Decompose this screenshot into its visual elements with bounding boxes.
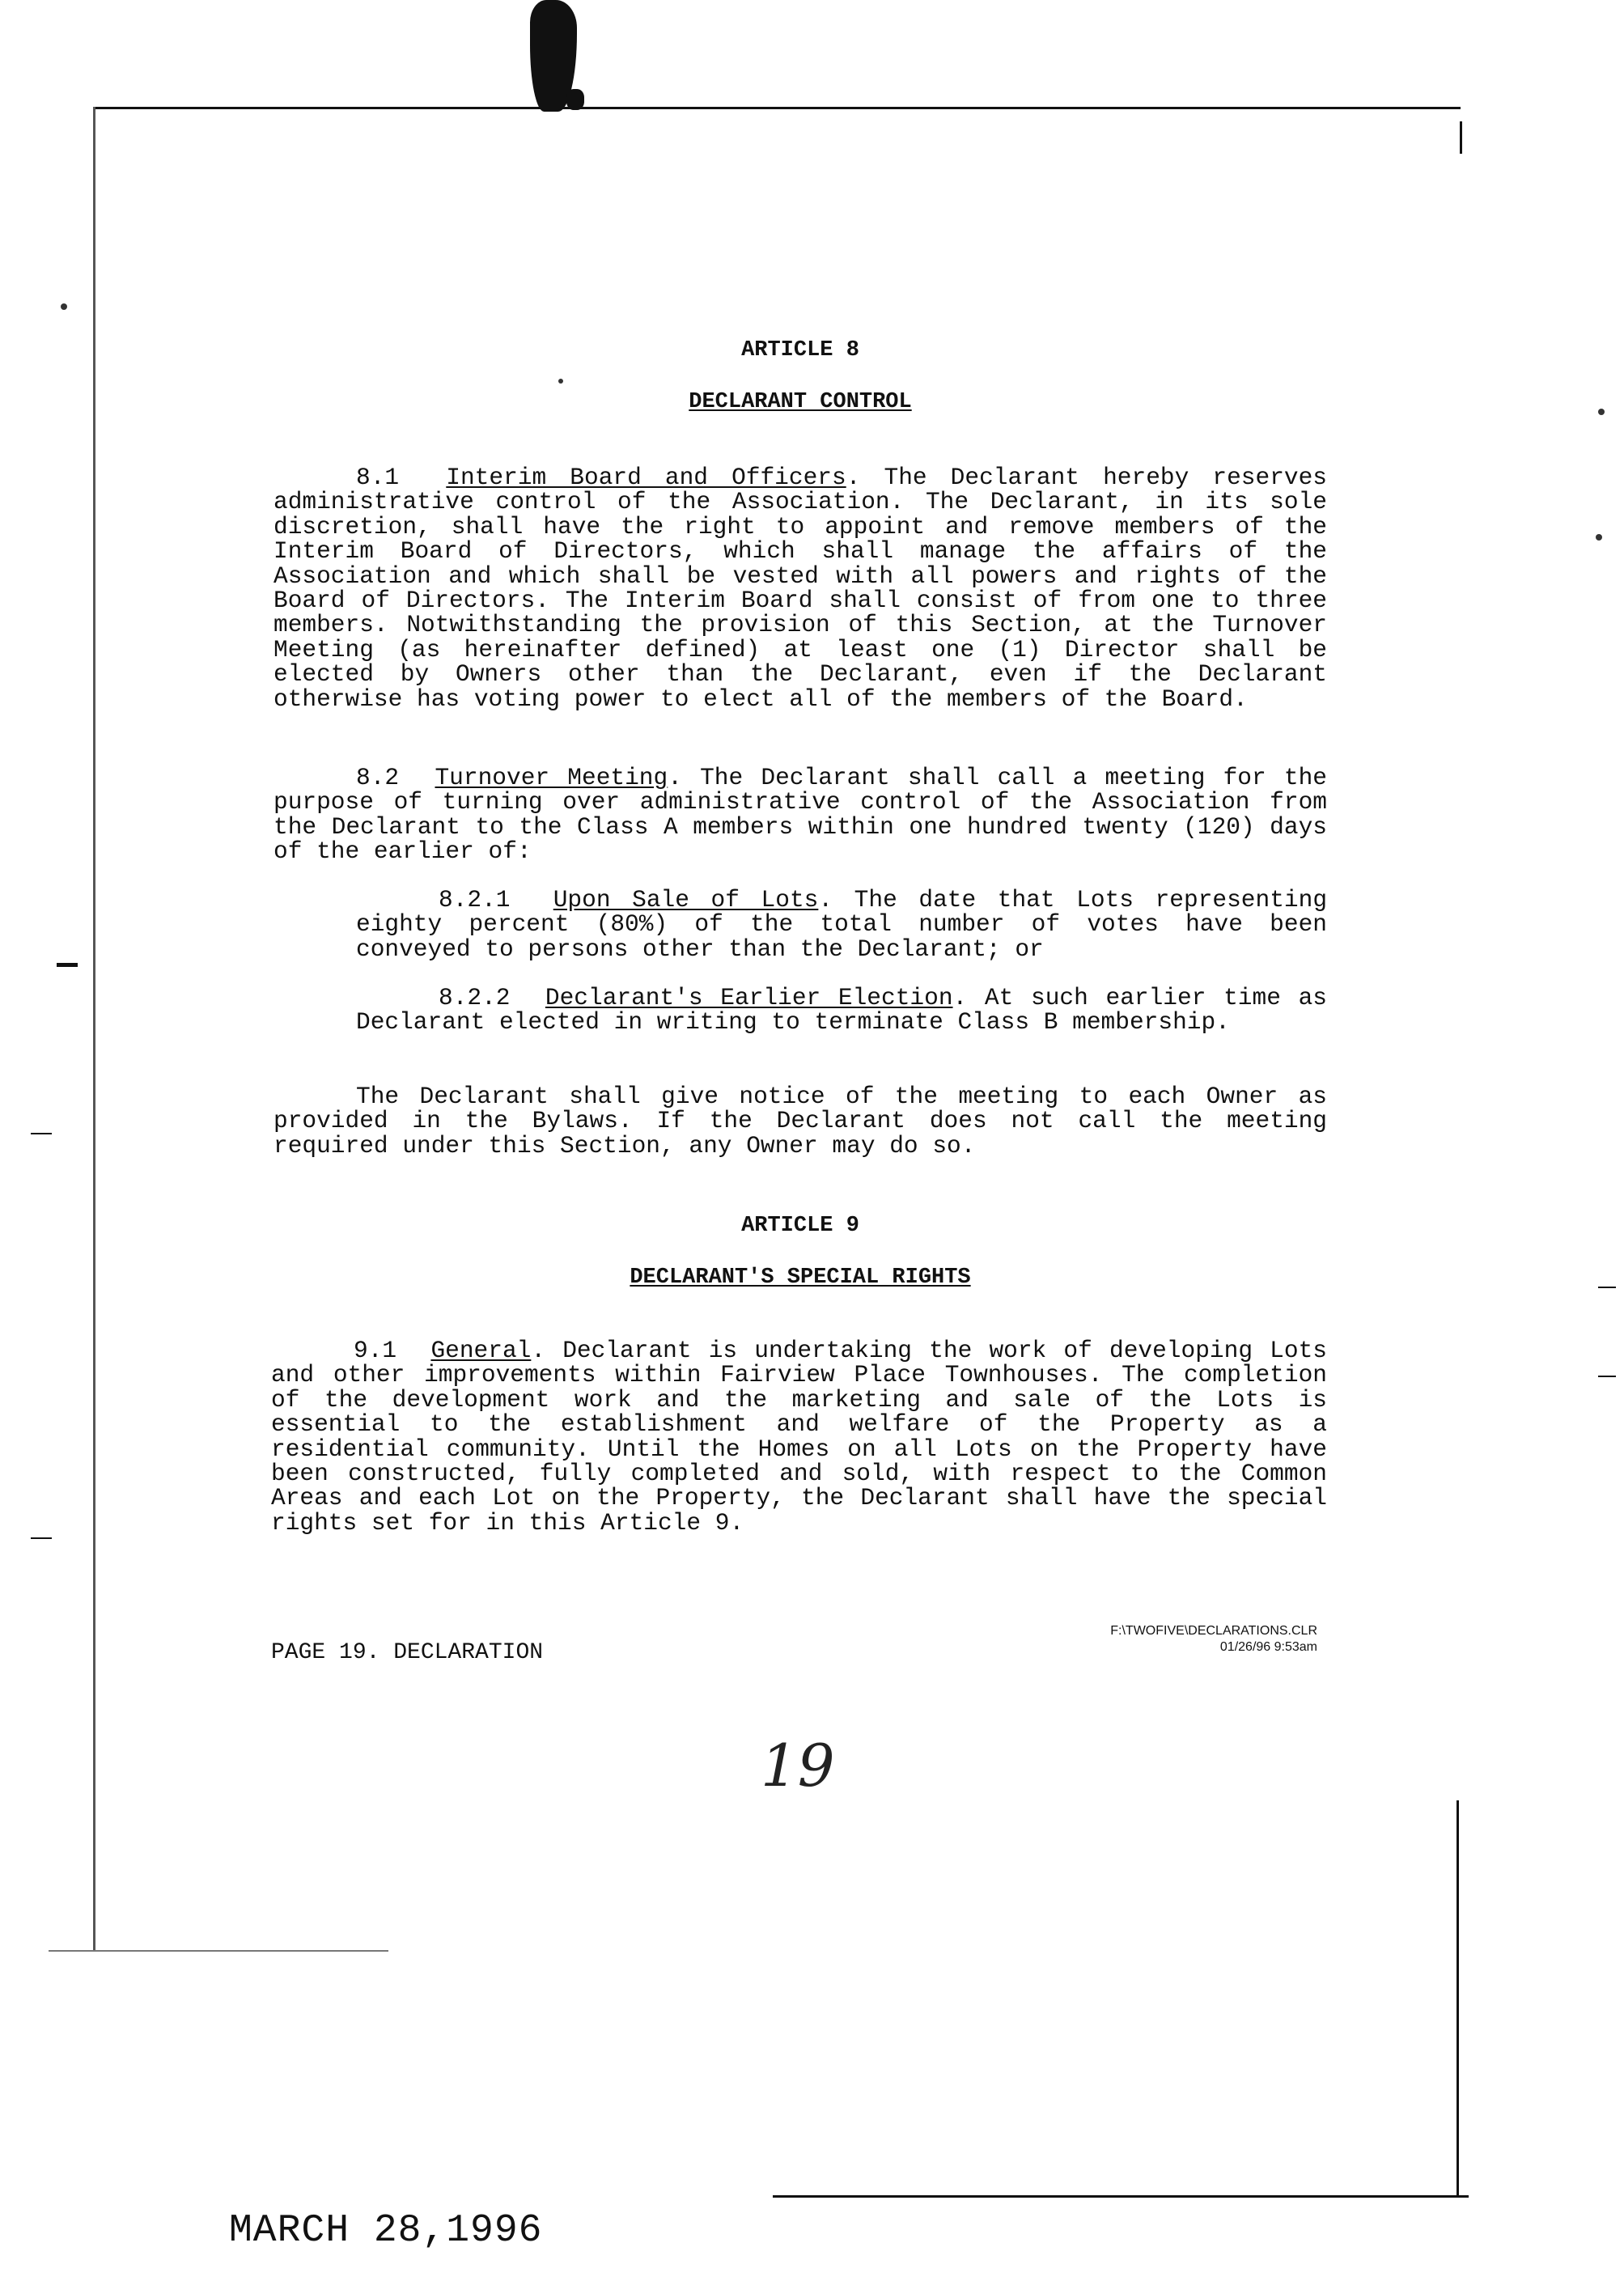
section-heading: Turnover Meeting <box>435 764 668 791</box>
left-edge-mark <box>31 1133 52 1134</box>
section-9-1: 9.1 General. Declarant is undertaking the work of developing Lots and other improvements within Fairview Place Townhouses. The completion of the development work and the marketing and sale of the Lots is essential to the establishment and welfare of the Property as a residential community. Until the Homes on all Lots on the Property have been constructed, fully completed and sold, with respect to the Common Areas and each Lot on the Property, the Declarant shall have the special rights set for in this Article 9. <box>271 1337 1327 1537</box>
scan-speck <box>61 303 67 310</box>
article-9-title: ARTICLE 9 <box>741 1214 859 1238</box>
top-border-line <box>93 107 1461 109</box>
section-8-2: 8.2 Turnover Meeting. The Declarant shall call a meeting for the purpose of turning over administrative control of the Association from the Declarant to the Class A members within one hundred twenty (120) days of the earlier of: <box>273 764 1327 866</box>
scan-speck <box>1598 409 1605 415</box>
file-date: 01/26/96 9:53am <box>1219 1640 1317 1654</box>
page-footer-label: PAGE 19. DECLARATION <box>271 1640 544 1665</box>
right-lower-border-line <box>1457 1800 1459 2197</box>
section-heading: Upon Sale of Lots <box>553 886 819 914</box>
section-8-1: 8.1 Interim Board and Officers. The Declarant hereby reserves administrative control of the Association. The Declarant, in its sole discretion, shall have the right to appoint and remove members of the Interim Board of Directors, which shall manage the affairs of the Association and which shall be vested with all powers and rights of the Board of Directors. The Interim Board shall consist of from one to three members. Notwithstanding the provision of this Section, at the Turnover Meeting (as hereinafter defined) at least one (1) Director shall be elected by Owners other than the Declarant, even if the Declarant otherwise has voting power to elect all of the members of the Board. <box>273 464 1328 713</box>
right-edge-mark <box>1598 1287 1616 1288</box>
article-8-title: ARTICLE 8 <box>741 338 859 363</box>
handwritten-page-number: 19 <box>761 1732 835 1800</box>
file-stamp <box>1066 1623 1317 1656</box>
right-edge-mark <box>1598 1376 1616 1377</box>
left-lower-rule <box>49 1950 388 1952</box>
scan-speck <box>1596 534 1602 541</box>
left-border-line <box>93 107 95 1952</box>
scan-speck <box>558 379 563 384</box>
section-heading: Declarant's Earlier Election <box>545 984 953 1011</box>
left-edge-mark <box>31 1537 52 1539</box>
section-heading: General <box>430 1337 532 1364</box>
section-heading: Interim Board and Officers <box>446 464 846 491</box>
right-border-tick <box>1460 121 1462 154</box>
file-path: F:\TWOFIVE\DECLARATIONS.CLR <box>1110 1624 1317 1638</box>
section-8-2-2: 8.2.2 Declarant's Earlier Election. At such earlier time as Declarant elected in writing to terminate Class B membership. <box>356 984 1327 1037</box>
date-stamp: MARCH 28,1996 <box>229 2209 543 2253</box>
section-8-2-1: 8.2.1 Upon Sale of Lots. The date that Lots representing eighty percent (80%) of the total number of votes have been conveyed to persons other than the Declarant; or <box>356 886 1328 963</box>
article-9-subtitle: DECLARANT'S SPECIAL RIGHTS <box>630 1266 971 1290</box>
bottom-border-line <box>773 2195 1469 2198</box>
notice-paragraph: The Declarant shall give notice of the meeting to each Owner as provided in the Bylaws. If the Declarant does not call the meeting required under this Section, any Owner may do so. <box>273 1083 1327 1160</box>
left-edge-mark <box>57 963 78 967</box>
article-8-subtitle: DECLARANT CONTROL <box>689 390 912 414</box>
